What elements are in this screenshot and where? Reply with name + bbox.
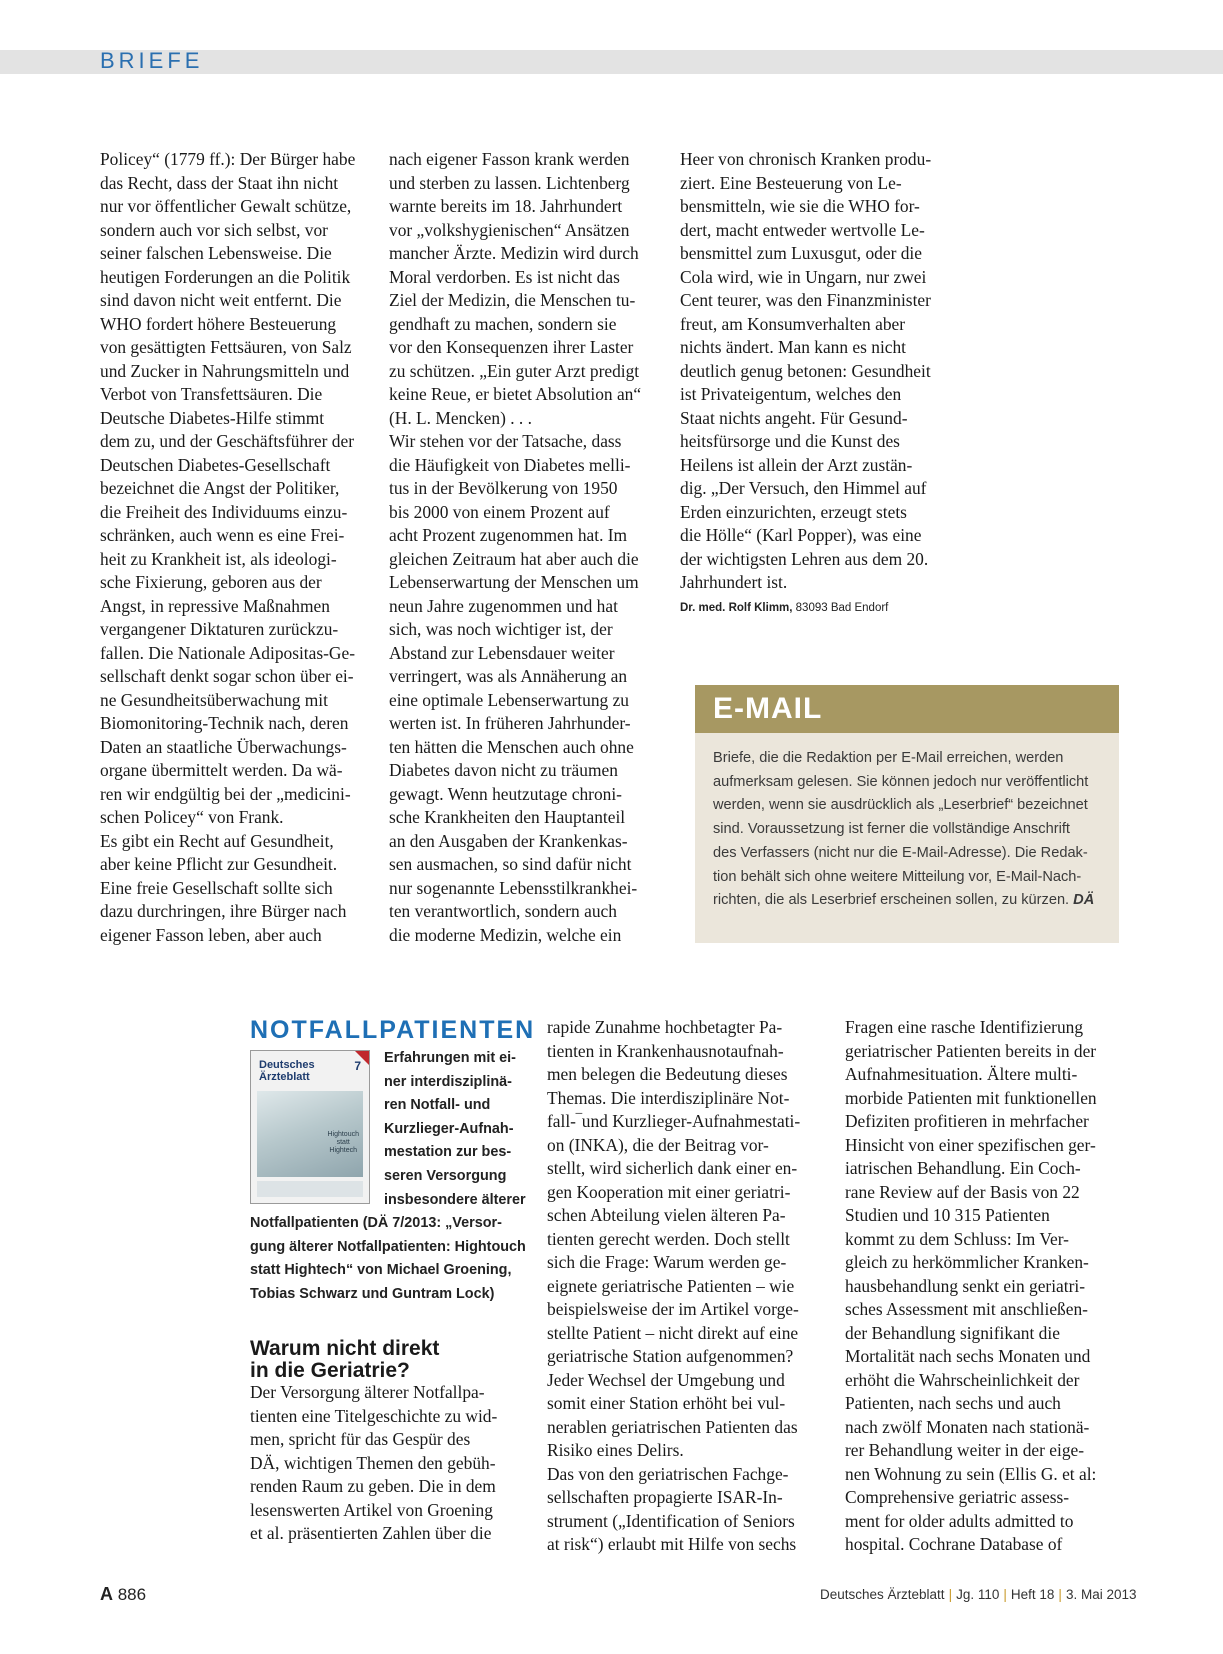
text-line: werden, wenn sie ausdrücklich als „Leserbrief“ bezeichnet	[713, 797, 1088, 814]
text-line: ten hätten die Menschen auch ohne	[389, 736, 634, 757]
text-line: Staat nichts angeht. Für Gesund-	[680, 407, 908, 428]
text-line: die Freiheit des Individuums einzu-	[100, 501, 348, 522]
email-box-body	[695, 733, 1119, 913]
text-line: eigener Fasson leben, aber auch	[100, 924, 322, 945]
text-line: sellschaft denkt sogar schon über ei-	[100, 666, 354, 686]
text-line: Fragen eine rasche Identifizierung	[845, 1017, 1084, 1037]
text-line: heit zu Krankheit ist, als ideologi-	[100, 548, 337, 569]
text-line: deutlich genug betonen: Gesundheit	[680, 360, 931, 381]
text-line: Lebenserwartung der Menschen um	[389, 572, 639, 592]
cover-issue-number: 7	[354, 1059, 361, 1073]
text-line: tion behält sich ohne weitere Mitteilung vor, E-Mail-Nach-	[713, 868, 1082, 885]
text-line: Jeder Wechsel der Umgebung und	[547, 1369, 785, 1390]
text-line: Das von den geriatrischen Fachge-	[547, 1463, 789, 1484]
text-line: WHO fordert höhere Besteuerung	[100, 313, 337, 334]
text-line: morbide Patienten mit funktionellen	[845, 1087, 1097, 1108]
text-line: ziert. Eine Besteuerung von Le-	[680, 172, 902, 193]
text-line: Heer von chronisch Kranken produ-	[680, 149, 932, 169]
text-line: bis 2000 von einem Prozent auf	[389, 501, 610, 522]
text-line: Heilens ist allein der Arzt zustän-	[680, 454, 913, 475]
text-line: aber keine Pflicht zur Gesundheit.	[100, 854, 338, 874]
text-line: Jahrhundert ist.	[680, 572, 788, 592]
letter-column-1	[100, 148, 355, 947]
text-line: tienten in Krankenhausnotaufnah-	[547, 1040, 784, 1061]
text-line: tienten eine Titelgeschichte zu wid-	[250, 1405, 498, 1426]
text-line: von gesättigten Fettsäuren, von Salz	[100, 337, 352, 357]
cover-masthead-line1: Deutsches	[259, 1059, 315, 1071]
text-line: vor „volkshygienischen“ Ansätzen	[389, 219, 630, 240]
text-line: der wichtigsten Lehren aus dem 20.	[680, 548, 929, 569]
text-line: at risk“) erlaubt mit Hilfe von sechs	[547, 1534, 797, 1554]
text-line: seiner falschen Lebensweise. Die	[100, 243, 332, 263]
text-line: aufmerksam gelesen. Sie können jedoch nur veröffentlicht	[713, 773, 1089, 790]
notfall-column-3	[845, 1016, 1097, 1557]
text-line: stellte Patient – nicht direkt auf eine	[547, 1322, 799, 1343]
text-line: werten ist. In früheren Jahrhunder-	[389, 713, 631, 733]
text-line: eine optimale Lebenserwartung zu	[389, 689, 629, 710]
text-line: nur vor öffentlicher Gewalt schütze,	[100, 196, 352, 216]
text-line: Deutschen Diabetes-Gesellschaft	[100, 454, 331, 475]
text-line: sondern auch vor sich selbst, vor	[100, 219, 328, 240]
text-line: dazu durchringen, ihre Bürger nach	[100, 901, 347, 921]
letter-column-3-text	[680, 148, 931, 595]
text-line: rane Review auf der Basis von 22	[845, 1181, 1080, 1202]
text-line: verringert, was als Annäherung an	[389, 666, 628, 686]
text-line: sind. Voraussetzung ist ferner die vollständige Anschrift	[713, 821, 1070, 838]
notfall-column-1	[250, 1381, 497, 1546]
text-line: Defiziten profitieren in mehrfacher	[845, 1111, 1089, 1131]
text-line: organe übermittelt werden. Da wä-	[100, 760, 343, 780]
text-line: Hinsicht von einer spezifischen ger-	[845, 1134, 1096, 1155]
text-line: gewagt. Wenn heutzutage chroni-	[389, 783, 622, 804]
email-info-box	[695, 685, 1119, 943]
text-line: renden Raum zu geben. Die in dem	[250, 1476, 496, 1496]
text-line: gleichen Zeitraum hat aber auch die	[389, 548, 639, 569]
text-line: der Behandlung signifikant die	[845, 1322, 1060, 1343]
text-line: geriatrische Station aufgenommen?	[547, 1346, 794, 1366]
text-line: et al. präsentierten Zahlen über die	[250, 1523, 492, 1543]
text-line: Der Versorgung älterer Notfallpa-	[250, 1382, 485, 1402]
text-line: insbesondere älterer	[384, 1191, 526, 1208]
text-line: Moral verdorben. Es ist nicht das	[389, 266, 620, 287]
letter-column-2	[389, 148, 641, 947]
text-line: sche Fixierung, geboren aus der	[100, 572, 322, 592]
text-line: on (INKA), die der Beitrag vor-	[547, 1134, 769, 1155]
text-line: sellschaften propagierte ISAR-In-	[547, 1487, 783, 1507]
text-line: tienten gerecht werden. Doch stellt	[547, 1228, 790, 1249]
text-line: an den Ausgaben der Krankenkas-	[389, 830, 628, 851]
cover-headline-line2: statt	[336, 1139, 350, 1146]
text-line: ren Notfall- und	[384, 1097, 491, 1114]
text-line: Eine freie Gesellschaft sollte sich	[100, 877, 333, 898]
letter-column-3	[680, 148, 931, 617]
text-line: fallen. Die Nationale Adipositas-Ge-	[100, 642, 355, 663]
text-line: Diabetes davon nicht zu träumen	[389, 760, 618, 780]
text-line: Deutsche Diabetes-Hilfe stimmt	[100, 407, 325, 428]
text-line: sches Assessment mit anschließen-	[845, 1299, 1088, 1319]
text-line: nen Wohnung zu sein (Ellis G. et al:	[845, 1463, 1097, 1484]
text-line: fall-‾und Kurzlieger-Aufnahmestati-	[547, 1111, 801, 1131]
text-line: ner interdisziplinä-	[384, 1073, 512, 1090]
text-line: hausbehandlung senkt ein geriatri-	[845, 1275, 1086, 1296]
text-line: Es gibt ein Recht auf Gesundheit,	[100, 830, 334, 851]
text-line: gen Kooperation mit einer geriatri-	[547, 1181, 791, 1202]
footer-date: 3. Mai 2013	[1065, 1587, 1137, 1602]
text-line: erhöht die Wahrscheinlichkeit der	[845, 1369, 1080, 1390]
text-line: Erden einzurichten, erzeugt stets	[680, 501, 907, 522]
text-line: acht Prozent zugenommen hat. Im	[389, 525, 628, 545]
text-line: statt Hightech“ von Michael Groening,	[250, 1262, 512, 1279]
text-line: lesenswerten Artikel von Groening	[250, 1499, 493, 1520]
text-line: dig. „Der Versuch, den Himmel auf	[680, 478, 927, 498]
footer-separator: |	[1058, 1587, 1062, 1602]
text-line: gung älterer Notfallpatienten: Hightouch	[250, 1238, 526, 1255]
text-line: heutigen Forderungen an die Politik	[100, 266, 351, 287]
footer-separator: |	[1003, 1587, 1007, 1602]
text-line: eignete geriatrische Patienten – wie	[547, 1275, 795, 1296]
text-line: Notfallpatienten (DÄ 7/2013: „Versor-	[250, 1215, 502, 1232]
text-line: Ziel der Medizin, die Menschen tu-	[389, 290, 636, 310]
letter-headline	[250, 1338, 439, 1382]
text-line: nach eigener Fasson krank werden	[389, 149, 630, 169]
text-line: bensmittel zum Luxusgut, oder die	[680, 243, 922, 263]
cover-headline-line3: Hightech	[329, 1147, 358, 1154]
text-line: tus in der Bevölkerung von 1950	[389, 478, 618, 498]
page-number-value: 886	[113, 1585, 147, 1604]
text-line: Cent teurer, was den Finanzminister	[680, 290, 931, 310]
text-line: sich die Frage: Warum werden ge-	[547, 1252, 787, 1272]
text-line: warnte bereits im 18. Jahrhundert	[389, 196, 623, 216]
text-line: nur sogenannte Lebensstilkrankhei-	[389, 877, 638, 898]
text-line: und Zucker in Nahrungsmitteln und	[100, 360, 350, 381]
cover-headline-line1: Hightouch	[327, 1131, 359, 1138]
text-line: sche Krankheiten den Hauptanteil	[389, 807, 626, 827]
text-line: Angst, in repressive Maßnahmen	[100, 595, 330, 616]
text-line: Mortalität nach sechs Monaten und	[845, 1346, 1091, 1366]
text-line: kommt zu dem Schluss: Im Ver-	[845, 1228, 1069, 1249]
footer-separator: |	[948, 1587, 953, 1602]
text-line: nichts ändert. Man kann es nicht	[680, 337, 907, 357]
notfall-column-2	[547, 1016, 800, 1557]
text-line: des Verfassers (nicht nur die E-Mail-Adresse). Die Redak-	[713, 844, 1088, 861]
text-line: Wir stehen vor der Tatsache, dass	[389, 431, 622, 451]
text-line: ten verantwortlich, sondern auch	[389, 901, 617, 921]
text-line: somit einer Station erhöht bei vul-	[547, 1393, 786, 1413]
text-line: Abstand zur Lebensdauer weiter	[389, 642, 615, 663]
text-line: vergangener Diktaturen zurückzu-	[100, 619, 339, 639]
text-line: Studien und 10 315 Patienten	[845, 1205, 1050, 1225]
text-line: ist Privateigentum, welches den	[680, 384, 902, 404]
text-line: hospital. Cochrane Database of	[845, 1534, 1063, 1554]
email-box-text	[713, 747, 1101, 913]
page-number	[100, 1584, 146, 1605]
text-line: mestation zur bes-	[384, 1144, 512, 1161]
letter-headline-line1: Warum nicht direkt	[250, 1337, 440, 1360]
email-box-title: E-MAIL	[695, 685, 1119, 733]
text-line: Patienten, nach sechs und auch	[845, 1393, 1061, 1413]
page-prefix: A	[100, 1584, 113, 1604]
text-line: iatrischen Behandlung. Ein Coch-	[845, 1158, 1081, 1178]
text-line: Verbot von Transfettsäuren. Die	[100, 384, 323, 404]
text-line: Biomonitoring-Technik nach, deren	[100, 713, 349, 733]
text-line: Briefe, die die Redaktion per E-Mail erreichen, werden	[713, 750, 1064, 766]
text-line: schen Abteilung vielen älteren Pa-	[547, 1205, 786, 1225]
text-line: (H. L. Mencken) . . .	[389, 407, 532, 428]
text-line: Risiko eines Delirs.	[547, 1440, 684, 1460]
text-line: Policey“ (1779 ff.): Der Bürger habe	[100, 149, 356, 169]
text-line: die Häufigkeit von Diabetes melli-	[389, 454, 631, 475]
text-line: gleich zu herkömmlicher Kranken-	[845, 1252, 1089, 1272]
text-line: mancher Ärzte. Medizin wird durch	[389, 243, 639, 263]
text-line: geriatrischer Patienten bereits in der	[845, 1040, 1097, 1061]
journal-footer	[820, 1587, 1136, 1602]
text-line: dem zu, und der Geschäftsführer der	[100, 431, 354, 451]
text-line: Erfahrungen mit ei-	[384, 1050, 516, 1066]
text-line: seren Versorgung	[384, 1167, 507, 1184]
text-line: men, spricht für das Gespür des	[250, 1429, 471, 1449]
text-line: Comprehensive geriatric assess-	[845, 1487, 1070, 1507]
text-line: nach zwölf Monaten nach stationä-	[845, 1416, 1090, 1437]
letter-headline-line2: in die Geriatrie?	[250, 1359, 410, 1382]
text-line: bensmitteln, wie sie die WHO for-	[680, 196, 920, 216]
text-line: und sterben zu lassen. Lichtenberg	[389, 172, 630, 193]
text-line: strument („Identification of Seniors	[547, 1510, 795, 1531]
text-line: rer Behandlung weiter in der eige-	[845, 1440, 1085, 1460]
signature-name: Dr. med. Rolf Klimm,	[680, 601, 793, 614]
text-line: ren wir endgültig bei der „medicini-	[100, 783, 351, 804]
footer-volume: Jg. 110	[956, 1587, 1000, 1602]
text-line: zu schützen. „Ein guter Arzt predigt	[389, 360, 640, 381]
footer-journal: Deutsches Ärzteblatt	[820, 1587, 945, 1602]
email-box-sign: DÄ	[1073, 892, 1095, 909]
text-line: ment for older adults admitted to	[845, 1510, 1074, 1531]
text-line: freut, am Konsumverhalten aber	[680, 313, 906, 334]
text-line: rapide Zunahme hochbetagter Pa-	[547, 1017, 783, 1037]
text-line: DÄ, wichtigen Themen den gebüh-	[250, 1452, 496, 1473]
text-line-text: richten, die als Leserbrief erscheinen sollen, zu kürzen.	[713, 892, 1074, 909]
text-line: die moderne Medizin, welche ein	[389, 924, 622, 945]
text-line: schen Policey“ von Frank.	[100, 807, 284, 827]
text-line: dert, macht entweder wertvolle Le-	[680, 219, 925, 240]
text-line: sich, was noch wichtiger ist, der	[389, 619, 613, 639]
text-line: Cola wird, wie in Ungarn, nur zwei	[680, 266, 927, 287]
cover-masthead-line2: Ärzteblatt	[259, 1071, 310, 1083]
text-line: bezeichnet die Angst der Politiker,	[100, 478, 340, 498]
text-line: Themas. Die interdisziplinäre Not-	[547, 1087, 790, 1108]
text-line: stellt, wird sicherlich dank einer en-	[547, 1158, 798, 1178]
text-line: Daten an staatliche Überwachungs-	[100, 736, 347, 757]
text-line: keine Reue, er bietet Absolution an“	[389, 384, 642, 404]
text-line: Aufnahmesituation. Ältere multi-	[845, 1064, 1078, 1084]
text-line	[713, 889, 1101, 913]
text-line: sen ausmachen, so sind dafür nicht	[389, 854, 632, 874]
text-line: neun Jahre zugenommen und hat	[389, 595, 618, 616]
text-line: gendhaft zu machen, sondern sie	[389, 313, 617, 334]
article-intro	[250, 1047, 526, 1307]
signature-place: 83093 Bad Endorf	[792, 601, 889, 614]
text-line: sind davon nicht weit entfernt. Die	[100, 290, 342, 310]
text-line: nerablen geriatrischen Patienten das	[547, 1416, 798, 1437]
text-line: schränken, auch wenn es eine Frei-	[100, 525, 345, 545]
text-line: die Hölle“ (Karl Popper), was eine	[680, 525, 922, 545]
text-line: vor den Konsequenzen ihrer Laster	[389, 337, 634, 357]
text-line: Tobias Schwarz und Guntram Lock)	[250, 1285, 495, 1302]
text-line: Kurzlieger-Aufnah-	[384, 1120, 514, 1137]
text-line: das Recht, dass der Staat ihn nicht	[100, 172, 339, 193]
letter-signature	[680, 599, 931, 617]
text-line: beispielsweise der im Artikel vorge-	[547, 1299, 799, 1319]
section-label: BRIEFE	[100, 48, 204, 73]
text-line: ne Gesundheitsüberwachung mit	[100, 689, 328, 710]
text-line: heitsfürsorge und die Kunst des	[680, 431, 900, 451]
footer-issue: Heft 18	[1010, 1587, 1055, 1602]
text-line: men belegen die Bedeutung dieses	[547, 1064, 788, 1084]
notfall-title: NOTFALLPATIENTEN	[250, 1016, 536, 1044]
